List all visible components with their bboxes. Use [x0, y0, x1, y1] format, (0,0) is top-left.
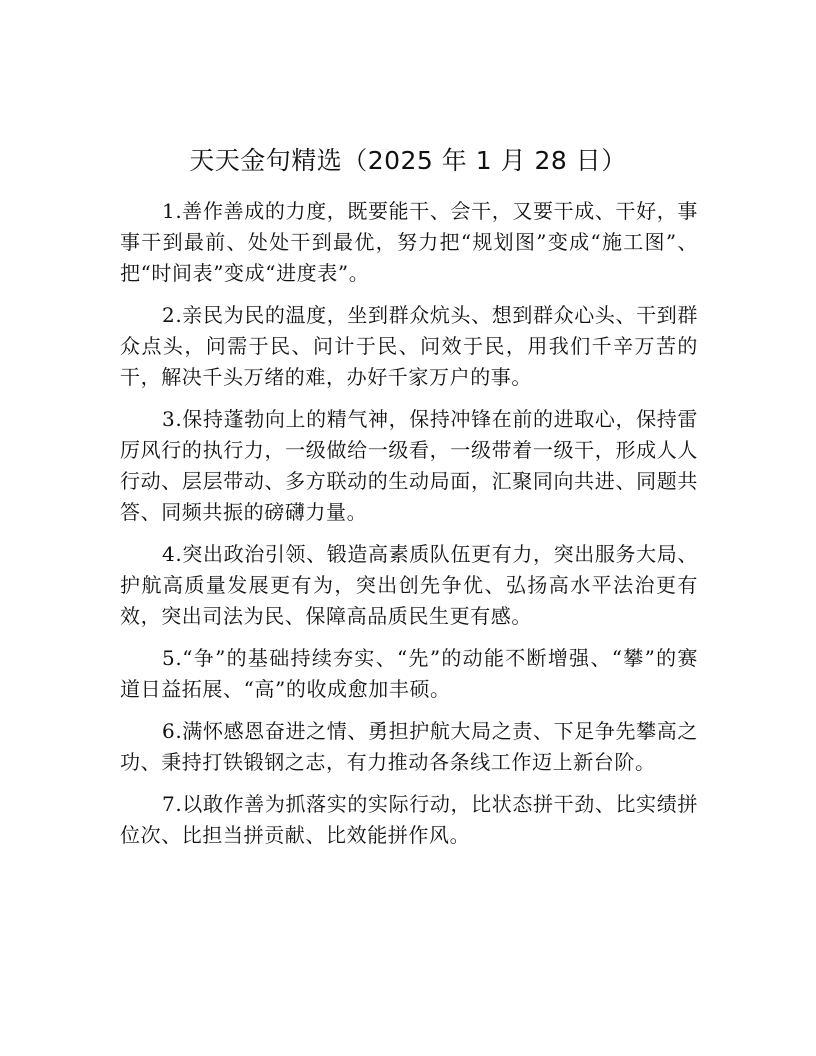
paragraph-7: 7.以敢作善为抓落实的实际行动，比状态拼干劲、比实绩拼位次、比担当拼贡献、比效能拼作风。	[120, 792, 698, 847]
document-title: 天天金句精选（2025 年 1 月 28 日）	[189, 146, 627, 175]
paragraph-3: 3.保持蓬勃向上的精气神，保持冲锋在前的进取心，保持雷厉风行的执行力，一级做给一级看，一级带着一级干，形成人人行动、层层带动、多方联动的生动局面，汇聚同向共进、同题共答、同频共振的磅礴力量。	[120, 407, 698, 524]
document-body	[120, 196, 698, 862]
paragraph-2: 2.亲民为民的温度，坐到群众炕头、想到群众心头、干到群众点头，问需于民、问计于民、问效于民，用我们千辛万苦的干，解决千头万绪的难，办好千家万户的事。	[120, 303, 698, 389]
paragraph-4: 4.突出政治引领、锻造高素质队伍更有力，突出服务大局、护航高质量发展更有为，突出创先争优、弘扬高水平法治更有效，突出司法为民、保障高品质民生更有感。	[120, 542, 698, 628]
paragraph-6: 6.满怀感恩奋进之情、勇担护航大局之责、下足争先攀高之功、秉持打铁锻钢之志，有力推动各条线工作迈上新台阶。	[120, 719, 698, 774]
paragraph-5: 5.“争”的基础持续夯实、“先”的动能不断增强、“攀”的赛道日益拓展、“高”的收成愈加丰硕。	[120, 646, 698, 701]
paragraph-1: 1.善作善成的力度，既要能干、会干，又要干成、干好，事事干到最前、处处干到最优，努力把“规划图”变成“施工图”、把“时间表”变成“进度表”。	[120, 199, 698, 285]
